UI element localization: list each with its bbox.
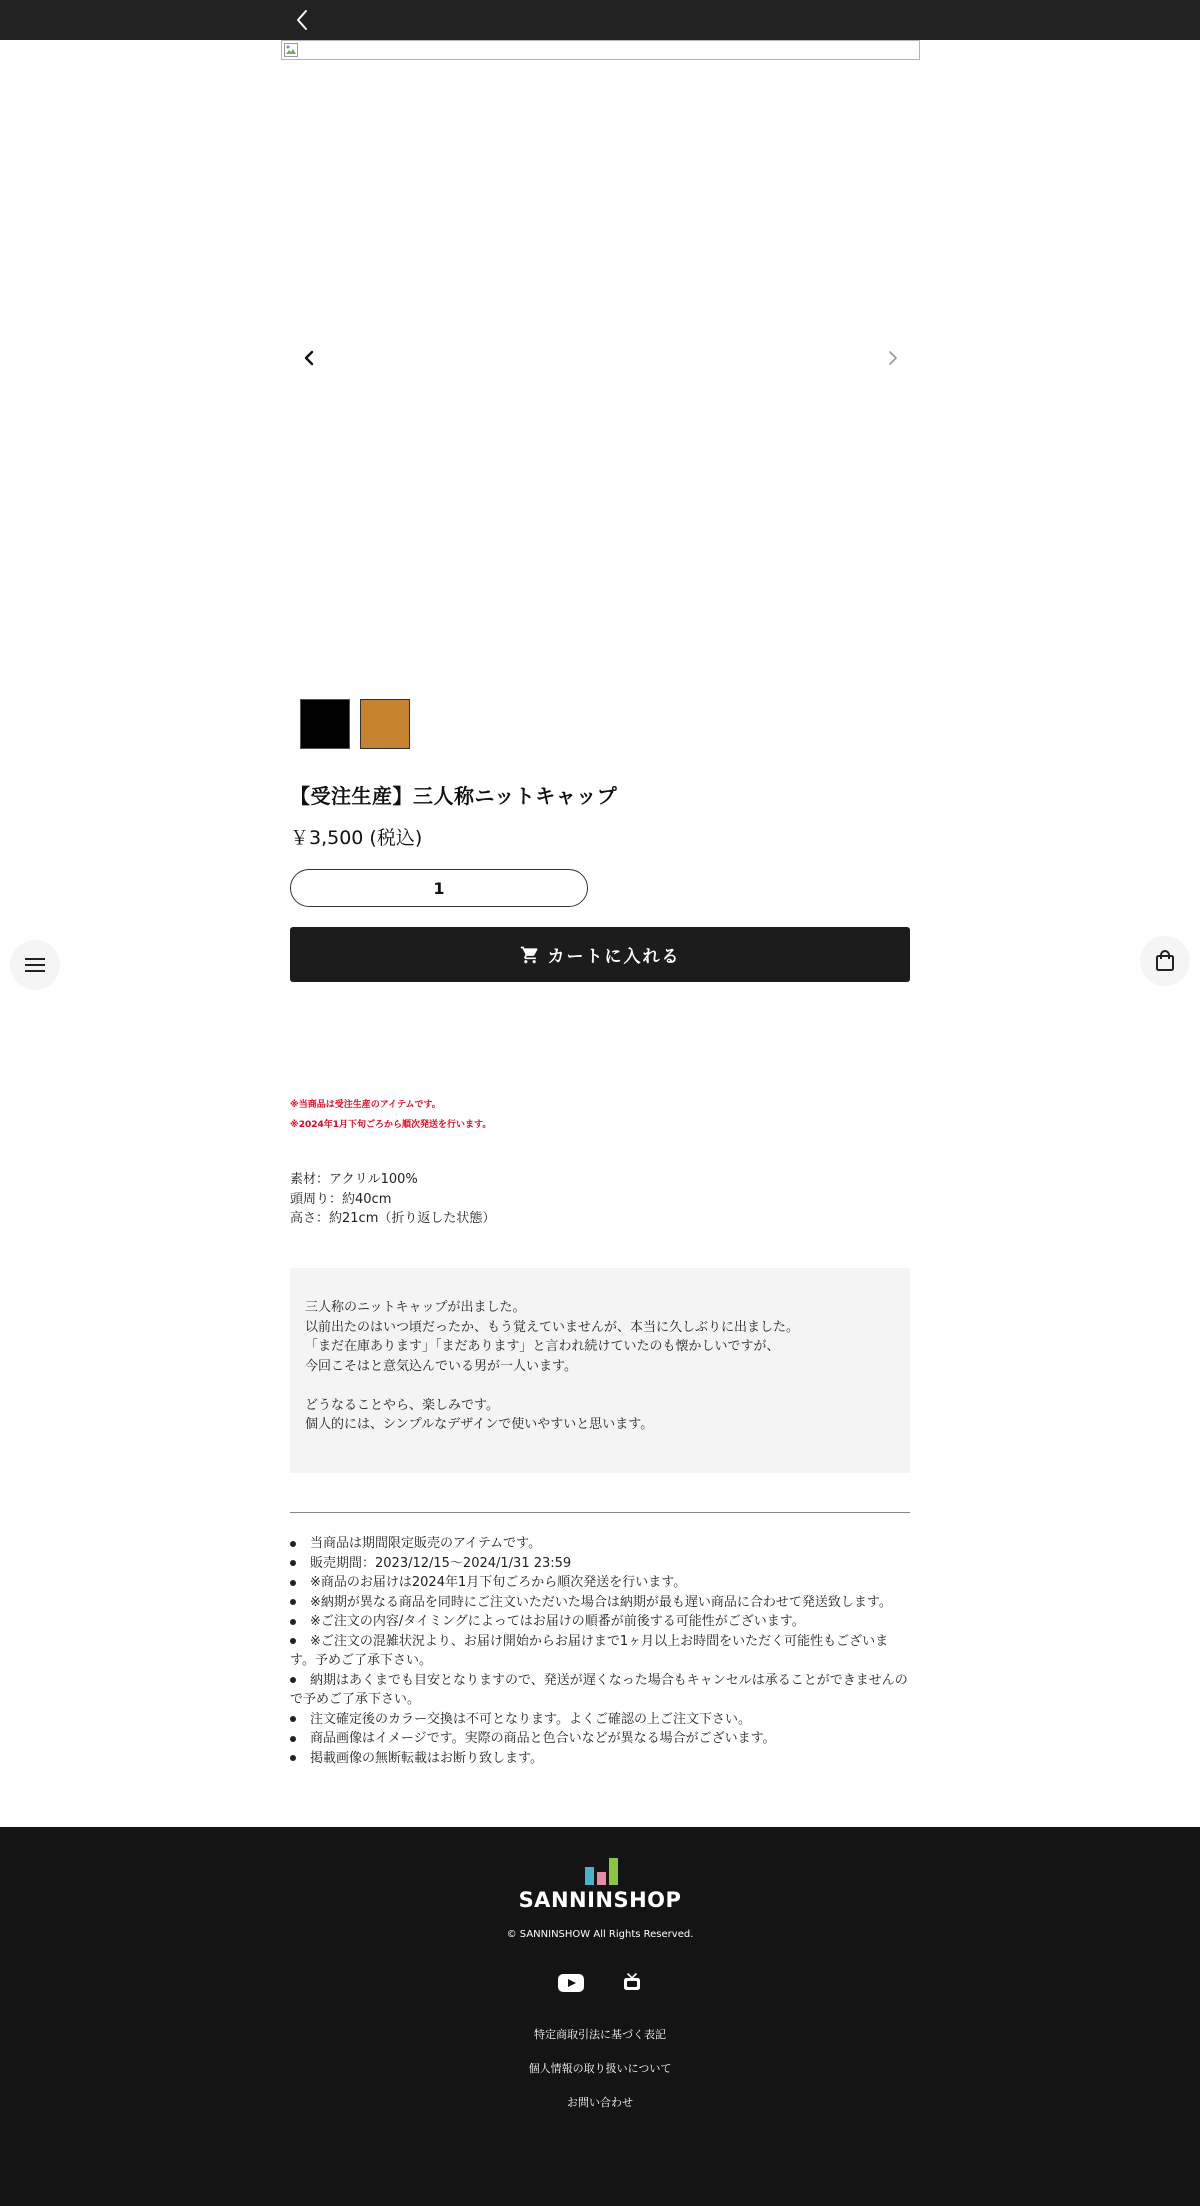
add-to-cart-label: カートに入れる [547, 947, 681, 967]
bullet-icon [290, 1671, 310, 1691]
broken-image-icon [283, 42, 299, 58]
shopping-bag-icon [1155, 950, 1175, 972]
description-line: 三人称のニットキャップが出ました。 [305, 1300, 526, 1315]
list-item [290, 1729, 910, 1749]
notes-list [290, 1534, 910, 1768]
footer-link-privacy[interactable]: 個人情報の取り扱いについて [528, 2062, 672, 2075]
list-item [290, 1573, 910, 1593]
note-text: ※納期が異なる商品を同時にご注文いただいた場合は納期が最も遅い商品に合わせて発送致します。 [310, 1594, 892, 1610]
cart-button[interactable] [1140, 936, 1190, 986]
notice-made-to-order: ※当商品は受注生産のアイテムです。 [290, 1100, 441, 1110]
color-swatch-ochre[interactable] [360, 699, 410, 749]
add-to-cart-button[interactable] [290, 927, 910, 982]
note-text: 掲載画像の無断転載はお断り致します。 [310, 1750, 543, 1766]
bullet-icon [290, 1534, 310, 1554]
description-line: 以前出たのはいつ頃だったか、もう覚えていませんが、本当に久しぶりに出ました。 [305, 1319, 800, 1335]
bullet-icon [290, 1554, 310, 1574]
note-text: ※ご注文の混雑状況より、お届け開始からお届けまで1ヶ月以上お時間をいただく可能性もございます。予めご了承下さい。 [290, 1633, 889, 1668]
list-item [290, 1710, 910, 1730]
chevron-right-icon [888, 350, 898, 366]
note-text: ※ご注文の内容/タイミングによってはお届けの順番が前後する可能性がございます。 [310, 1614, 805, 1629]
spec-head-size: 頭周り：約40cm [290, 1191, 392, 1207]
list-item [290, 1632, 910, 1671]
footer-logo[interactable]: SANNINSHOP [518, 1888, 682, 1912]
note-text: 当商品は期間限定販売のアイテムです。 [310, 1536, 542, 1551]
youtube-icon[interactable] [558, 1974, 584, 1992]
description-line: どうなることやら、楽しみです。 [305, 1397, 499, 1413]
list-item [290, 1671, 910, 1710]
description-line: 今回こそはと意気込んでいる男が一人います。 [305, 1358, 577, 1374]
spec-material: 素材：アクリル100% [290, 1172, 418, 1187]
list-item [290, 1534, 910, 1554]
gallery-prev-button[interactable] [297, 346, 321, 370]
list-item [290, 1593, 910, 1613]
product-image-gallery [281, 40, 920, 680]
footer-link-contact[interactable]: お問い合わせ [567, 2096, 633, 2109]
menu-button[interactable] [10, 940, 60, 990]
color-swatch-black[interactable] [300, 699, 350, 749]
note-text: ※商品のお届けは2024年1月下旬ごろから順次発送を行います。 [310, 1575, 687, 1590]
bullet-icon [290, 1749, 310, 1769]
footer-link-legal[interactable]: 特定商取引法に基づく表記 [534, 2028, 666, 2041]
note-text: 注文確定後のカラー交換は不可となります。よくご確認の上ご注文下さい。 [310, 1711, 751, 1727]
bullet-icon [290, 1729, 310, 1749]
list-item [290, 1554, 910, 1574]
product-price: ￥3,500 (税込) [290, 827, 423, 849]
bullet-icon [290, 1612, 310, 1632]
product-specs [290, 1170, 495, 1229]
quantity-input[interactable] [290, 869, 588, 907]
gallery-next-button[interactable] [881, 346, 905, 370]
description-line [305, 1376, 895, 1396]
back-button[interactable] [290, 8, 314, 32]
note-text: 納期はあくまでも目安となりますので、発送が遅くなった場合もキャンセルは承ることができませんので予めご了承下さい。 [290, 1672, 908, 1707]
note-text: 販売期間：2023/12/15～2024/1/31 23:59 [310, 1555, 572, 1571]
product-image [281, 40, 920, 60]
note-text: 商品画像はイメージです。実際の商品と色合いなどが異なる場合がございます。 [310, 1731, 776, 1746]
description-line: 個人的には、シンプルなデザインで使いやすいと思います。 [305, 1417, 654, 1432]
cart-icon [520, 945, 540, 965]
chevron-left-icon [295, 9, 309, 31]
tv-icon[interactable] [622, 1972, 642, 1992]
notice-shipping: ※2024年1月下旬ごろから順次発送を行います。 [290, 1120, 492, 1130]
hamburger-menu-icon [24, 956, 46, 974]
logo-bars-icon [585, 1858, 618, 1885]
bullet-icon [290, 1573, 310, 1593]
list-item [290, 1749, 910, 1769]
bullet-icon [290, 1632, 310, 1652]
product-title: 【受注生産】三人称ニットキャップ [290, 784, 618, 808]
top-bar [0, 0, 1200, 40]
divider [290, 1512, 910, 1513]
description-box [290, 1268, 910, 1473]
copyright: © SANNINSHOW All Rights Reserved. [506, 1929, 694, 1940]
chevron-left-icon [304, 350, 314, 366]
list-item [290, 1612, 910, 1632]
description-line: 「まだ在庫あります」「まだあります」と言われ続けていたのも懐かしいですが、 [305, 1339, 780, 1354]
spec-height: 高さ：約21cm（折り返した状態） [290, 1211, 496, 1226]
bullet-icon [290, 1593, 310, 1613]
bullet-icon [290, 1710, 310, 1730]
